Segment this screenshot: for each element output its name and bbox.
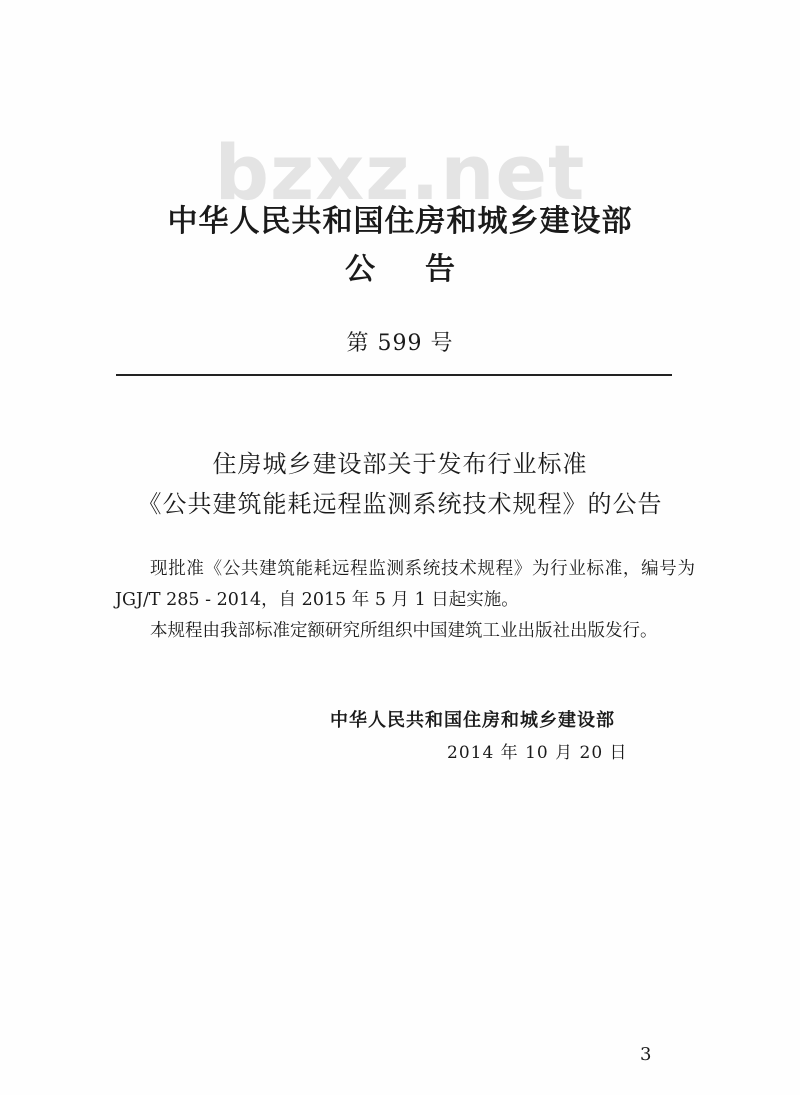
announcement-heading-line-1: 住房城乡建设部关于发布行业标准 bbox=[212, 450, 588, 478]
header-divider bbox=[116, 374, 672, 376]
page-number: 3 bbox=[640, 1044, 652, 1065]
body-paragraph-approval: 现批准《公共建筑能耗远程监测系统技术规程》为行业标准，编号为 JGJ/T 285 - 2014，自 2015 年 5 月 1 日起实施。 bbox=[115, 559, 695, 610]
ministry-title: 中华人民共和国住房和城乡建设部 bbox=[167, 204, 633, 239]
announcement-body bbox=[115, 554, 695, 647]
announcement-heading-line-2: 《公共建筑能耗远程监测系统技术规程》的公告 bbox=[137, 490, 663, 518]
body-paragraph-publishing: 本规程由我部标准定额研究所组织中国建筑工业出版社出版发行。 bbox=[150, 621, 658, 641]
watermark-logo: bzxz.net bbox=[214, 128, 586, 217]
notice-title: 公告 bbox=[345, 252, 505, 287]
signature-date: 2014 年 10 月 20 日 bbox=[447, 743, 628, 763]
notice-number: 第 599 号 bbox=[346, 331, 454, 356]
signature-organization: 中华人民共和国住房和城乡建设部 bbox=[330, 710, 615, 731]
